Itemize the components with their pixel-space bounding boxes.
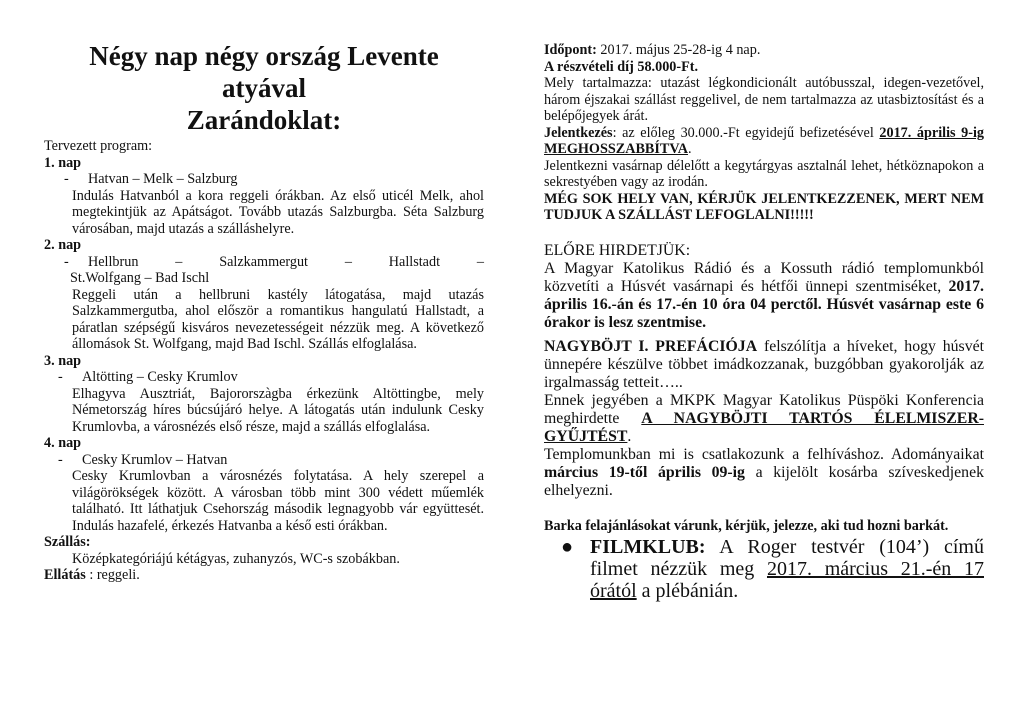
trip-fee: A részvételi díj 58.000-Ft. xyxy=(544,58,699,75)
trip-includes: Mely tartalmazza: utazást légkondicionált autóbusszal, idegen-vezetővel, három éjszakai szállást reggelivel, de nem tartalmazza az utasbiztosítást és a belépőjegyek árát. xyxy=(544,75,984,124)
filmclub-end: a plébánián. xyxy=(636,580,739,602)
filmclub-date: 2017. március 21.-én 17 órától xyxy=(590,558,984,602)
page-title: Négy nap négy ország Levente atyával xyxy=(89,41,439,103)
lent-text2: Ennek jegyében a MKPK Magyar Katolikus Püspöki Konferencia meghirdette xyxy=(544,391,984,427)
day-route-spread xyxy=(88,254,484,271)
trip-date xyxy=(544,42,984,59)
day-description: Reggeli után a hellbruni kastély látogatása, majd utazás Salzkammergutba, ahol először a romantikus hangulatú Hallstadt, a páratlan szépségű kisváros nevezetességeit nézzük meg. A következő állomások St. Wolfgang, majd Bad Ischl. Szállás elfoglalása. xyxy=(72,286,484,352)
filmclub-body: A Roger testvér (104’) című filmet nézzük meg xyxy=(590,536,984,580)
filmclub-label: FILMKLUB: xyxy=(590,536,706,558)
day-description: Elhagyva Ausztriát, Bajororszàgba érkezünk Altöttingbe, mely Németország híres búcsújáró helye. A látogatás után indulunk Cesky Krumlovba, a városnézés első része, majd a szállás elfoglalása. xyxy=(72,385,484,435)
join-text xyxy=(544,446,984,500)
meals-label: Ellátás xyxy=(44,567,86,583)
join-dates: március 19-től április 09-ig xyxy=(544,463,745,481)
lent-label: NAGYBÖJT I. PREFÁCIÓJA xyxy=(544,337,758,355)
dash-marker: - xyxy=(64,253,69,270)
lent-campaign-name: A NAGYBÖJTI TARTÓS ÉLELMISZER-GYŰJTÉST xyxy=(544,409,984,445)
apply-label: Jelentkezés xyxy=(544,124,613,141)
announce-text xyxy=(544,260,984,332)
apply-deadline: 2017. április 9-ig MEGHOSSZABBÍTVA xyxy=(544,124,984,157)
lodging-label: Szállás: xyxy=(44,534,91,550)
filmclub-text xyxy=(590,536,984,602)
day-route xyxy=(44,369,484,386)
apply-info xyxy=(544,125,984,158)
day-heading: 4. nap xyxy=(44,435,82,451)
day-route-text: Cesky Krumlov – Hatvan xyxy=(82,451,228,468)
day-route xyxy=(44,254,484,271)
announce-body: A Magyar Katolikus Rádió és a Kossuth rádió templomunkból közvetíti a Húsvét vasárnapi és hétfői ünnepi szentmiséket, xyxy=(544,259,984,295)
lent-preface xyxy=(544,338,984,392)
route-separator: – xyxy=(175,253,183,270)
day-heading: 1. nap xyxy=(44,154,82,171)
route-stop: Hellbrun xyxy=(88,253,139,270)
bullet-icon: ● xyxy=(560,536,574,558)
route-separator: – xyxy=(344,253,352,270)
announce-dates: 2017. április 16.-án és 17.-én 10 óra 04 perctől. Húsvét vasárnap este 6 órakor is lesz szentmise. xyxy=(544,277,984,331)
day-heading: 3. nap xyxy=(44,352,82,369)
day-route-text: Hatvan – Melk – Salzburg xyxy=(88,171,238,187)
meals-text: : reggeli. xyxy=(85,567,140,583)
date-label: Időpont: xyxy=(544,42,597,58)
day-route-text: St.Wolfgang – Bad Ischl xyxy=(70,270,210,286)
route-separator: – xyxy=(476,253,484,270)
day-heading: 2. nap xyxy=(44,237,82,253)
lent-text: felszólítja a híveket, hogy húsvét ünnepére készülve többet imádkozzanak, buzgóbban gyakorolják az irgalmasság tetteit….. xyxy=(544,337,984,391)
dash-marker: - xyxy=(58,451,63,468)
day-description: Cesky Krumlovban a városnézés folytatása. A hely szerepel a világörökségek között. A városban több mint 300 védett műemlék található. Itt láthatjuk Csehország második legnagyobb vár együttesét. Indulás hazafelé, érkezés Hatvanba a késő esti órákban. xyxy=(72,468,484,534)
left-column xyxy=(44,40,484,584)
apply-end: . xyxy=(688,141,692,157)
program-label: Tervezett program: xyxy=(44,138,153,154)
right-column xyxy=(544,42,984,602)
lent-end: . xyxy=(627,427,632,445)
day-route xyxy=(44,452,484,469)
day-route xyxy=(44,171,484,188)
route-stop: Salzkammergut xyxy=(219,253,309,270)
date-text: 2017. május 25-28-ig 4 nap. xyxy=(596,42,761,58)
join-end: a kijelölt kosárba szíveskedjenek elhelyezni. xyxy=(544,463,984,499)
filmclub-item xyxy=(544,536,984,602)
day-route-text: Altötting – Cesky Krumlov xyxy=(82,369,238,385)
route-stop: Hallstadt xyxy=(388,253,441,270)
dash-marker: - xyxy=(58,369,63,385)
day-description: Indulás Hatvanból a kora reggeli órákban. Az első uticél Melk, ahol megtekintjük az Apátságot. Tovább utazás Salzburgba. Séta Salzburg városában, majd utazás a szálláshelyre. xyxy=(72,187,484,237)
lent-campaign xyxy=(544,392,984,446)
apply-where: Jelentkezni vasárnap délelőtt a kegytárgyas asztalnál lehet, hétköznapokon a sekrestyében vagy az irodán. xyxy=(544,157,984,190)
meals-line xyxy=(44,567,484,584)
announce-heading: ELŐRE HIRDETJÜK: xyxy=(544,241,691,259)
dash-marker: - xyxy=(64,171,69,187)
page-subtitle: Zarándoklat: xyxy=(186,105,342,135)
apply-text: : az előleg 30.000.-Ft egyidejű befizetésével xyxy=(612,124,880,141)
lodging-text: Középkategóriájú kétágyas, zuhanyzós, WC-s szobákban. xyxy=(72,550,400,567)
urgent-notice: MÉG SOK HELY VAN, KÉRJÜK JELENTKEZZENEK, MERT NEM TUDJUK A SZÁLLÁST LEFOGLALNI!!!!! xyxy=(544,190,984,223)
barka-notice: Barka felajánlásokat várunk, kérjük, jelezze, aki tud hozni barkát. xyxy=(544,517,949,534)
join-body: Templomunkban mi is csatlakozunk a felhíváshoz. Adományaikat xyxy=(544,445,984,463)
